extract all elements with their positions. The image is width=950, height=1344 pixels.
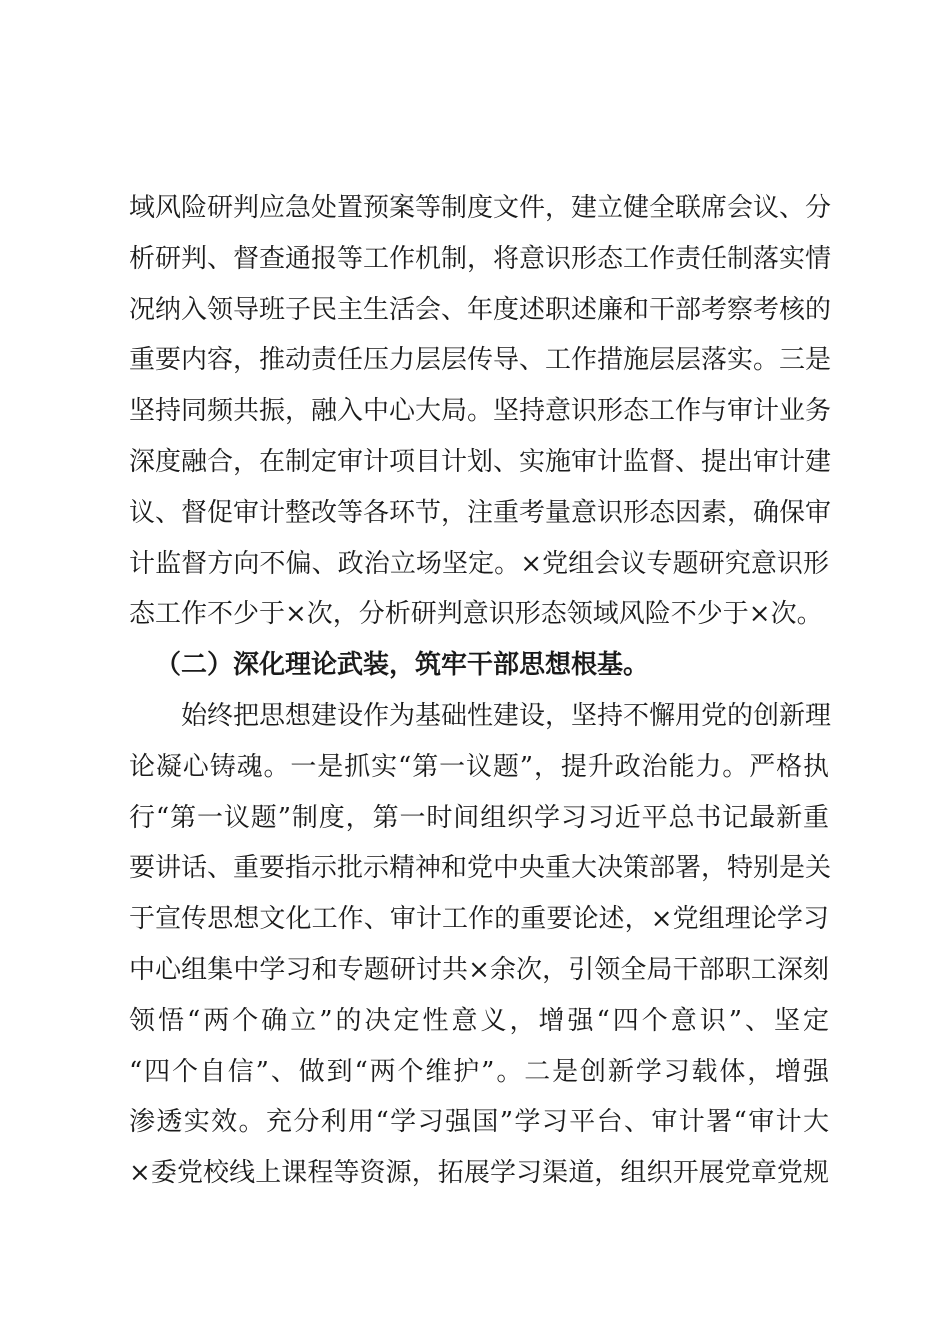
body-line: 领悟“两个确立”的决定性意义，增强“四个意识”、坚定 <box>129 1005 829 1036</box>
body-line: “四个自信”、做到“两个维护”。二是创新学习载体，增强 <box>129 1056 829 1087</box>
document-body <box>129 183 832 1199</box>
body-line: 中心组集中学习和专题研讨共×余次，引领全局干部职工深刻 <box>129 954 829 985</box>
body-line: 况纳入领导班子民主生活会、年度述职述廉和干部考察考核的 <box>129 294 832 325</box>
body-line: 论凝心铸魂。一是抓实“第一议题”，提升政治能力。严格执 <box>129 751 829 782</box>
body-line: 渗透实效。充分利用“学习强国”学习平台、审计署“审计大 <box>129 1107 829 1138</box>
body-line: 析研判、督查通报等工作机制，将意识形态工作责任制落实情 <box>129 243 832 274</box>
body-line: 坚持同频共振，融入中心大局。坚持意识形态工作与审计业务 <box>129 396 832 427</box>
body-line: 行“第一议题”制度，第一时间组织学习习近平总书记最新重 <box>129 802 829 833</box>
body-line: 域风险研判应急处置预案等制度文件，建立健全联席会议、分 <box>129 193 832 223</box>
body-line: 议、督促审计整改等各环节，注重考量意识形态因素，确保审 <box>129 497 832 528</box>
body-line: 深度融合，在制定审计项目计划、实施审计监督、提出审计建 <box>129 446 832 477</box>
body-line: 计监督方向不偏、政治立场坚定。×党组会议专题研究意识形 <box>129 548 829 579</box>
body-line: 于宣传思想文化工作、审计工作的重要论述，×党组理论学习 <box>129 904 829 935</box>
section-heading: （二）深化理论武装，筑牢干部思想根基。 <box>155 650 650 681</box>
body-line: 重要内容，推动责任压力层层传导、工作措施层层落实。三是 <box>129 345 832 376</box>
body-line: 要讲话、重要指示批示精神和党中央重大决策部署，特别是关 <box>129 853 832 884</box>
body-line: 始终把思想建设作为基础性建设，坚持不懈用党的创新理 <box>181 700 832 731</box>
body-line: 态工作不少于×次，分析研判意识形态领域风险不少于×次。 <box>129 599 823 630</box>
body-line: ×委党校线上课程等资源，拓展学习渠道，组织开展党章党规 <box>129 1158 829 1189</box>
